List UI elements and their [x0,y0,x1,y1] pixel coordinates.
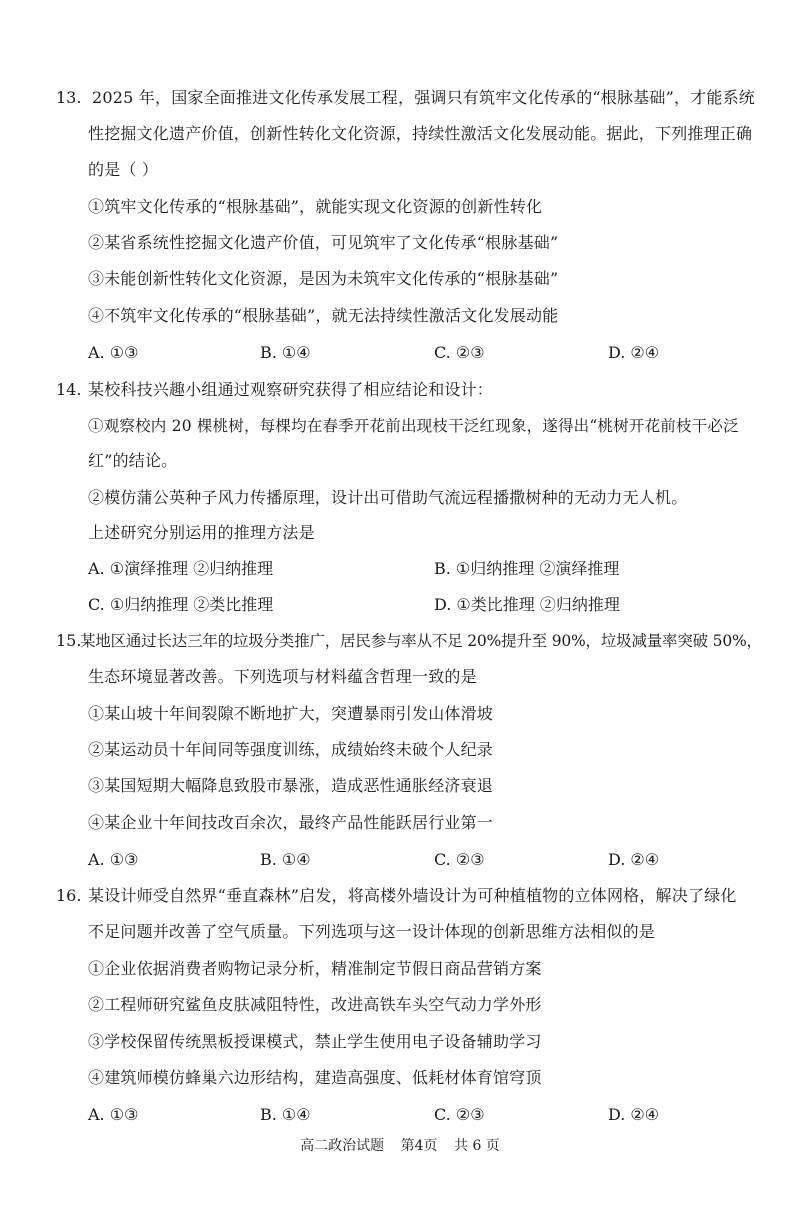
option-a[interactable]: A. ①③ [88,343,139,362]
question-stem-line: 2025 年，国家全面推进文化传承发展工程，强调只有筑牢文化传承的“根脉基础”，才能系统 [92,88,755,107]
question-item: ④不筑牢文化传承的“根脉基础”，就无法持续性激活文化发展动能 [88,306,559,325]
answer-options [88,342,748,364]
option-d[interactable]: D. ②④ [608,343,660,362]
answer-options [88,849,748,871]
answer-options [88,1104,748,1126]
option-a[interactable]: A. ①演绎推理 ②归纳推理 [88,559,274,578]
question-number: 13. [56,88,82,107]
option-a[interactable]: A. ①③ [88,1105,139,1124]
question-item: ③学校保留传统黑板授课模式，禁止学生使用电子设备辅助学习 [88,1032,542,1051]
question-stem-line: 生态环境显著改善。下列选项与材料蕴含哲理一致的是 [88,667,477,686]
footer-title: 高二政治试题 [300,1138,385,1154]
footer-page-number: 第4页 [400,1138,438,1154]
question-stem-line: 某设计师受自然界“垂直森林”启发，将高楼外墙设计为可种植植物的立体网格，解决了绿化 [88,886,737,905]
option-c[interactable]: C. ②③ [434,850,485,869]
question-stem-line: 不足问题并改善了空气质量。下列选项与这一设计体现的创新思维方法相似的是 [88,922,656,941]
option-d[interactable]: D. ①类比推理 ②归纳推理 [434,595,620,614]
question-stem-line: 某地区通过长达三年的垃圾分类推广，居民参与率从不足 20%提升至 90%，垃圾减量率突破 50%， [80,632,762,650]
question-stem-line: 性挖掘文化遗产价值，创新性转化文化资源，持续性激活文化发展动能。据此，下列推理正确 [88,124,753,143]
question-item: ②工程师研究鲨鱼皮肤减阻特性，改进高铁车头空气动力学外形 [88,995,542,1014]
option-b[interactable]: B. ①④ [260,343,311,362]
question-item: 上述研究分别运用的推理方法是 [88,523,315,542]
question-item: 红”的结论。 [88,451,178,470]
footer-total-pages: 共 6 页 [454,1138,500,1154]
answer-options [88,558,748,580]
option-d[interactable]: D. ②④ [608,1105,660,1124]
option-b[interactable]: B. ①④ [260,1105,311,1124]
question-item: ①筑牢文化传承的“根脉基础”，就能实现文化资源的创新性转化 [88,197,543,216]
question-number: 16. [56,886,82,905]
question-stem-line: 的是（ ） [88,160,159,179]
option-a[interactable]: A. ①③ [88,850,139,869]
question-item: ③未能创新性转化文化资源，是因为未筑牢文化传承的“根脉基础” [88,269,559,288]
question-item: ②某运动员十年间同等强度训练，成绩始终未破个人纪录 [88,740,494,759]
question-item: ③某国短期大幅降息致股市暴涨，造成恶性通胀经济衰退 [88,776,494,795]
answer-options [88,594,748,616]
option-b[interactable]: B. ①归纳推理 ②演绎推理 [434,559,620,578]
question-item: ④某企业十年间技改百余次，最终产品性能跃居行业第一 [88,813,494,832]
option-c[interactable]: C. ②③ [434,343,485,362]
question-item: ②模仿蒲公英种子风力传播原理，设计出可借助气流远程播撒树种的无动力无人机。 [88,488,688,507]
question-item: ①某山坡十年间裂隙不断地扩大，突遭暴雨引发山体滑坡 [88,704,494,723]
question-item: ②某省系统性挖掘文化遗产价值，可见筑牢了文化传承“根脉基础” [88,233,559,252]
page-footer [0,1136,800,1156]
question-number: 14. [56,380,82,399]
option-c[interactable]: C. ②③ [434,1105,485,1124]
question-item: ①观察校内 20 棵桃树，每棵均在春季开花前出现枝干泛红现象，遂得出“桃树开花前枝干必泛 [88,417,739,435]
question-stem-line: 某校科技兴趣小组通过观察研究获得了相应结论和设计： [88,380,494,399]
question-number: 15. [56,631,82,650]
question-item: ④建筑师模仿蜂巢六边形结构，建造高强度、低耗材体育馆穹顶 [88,1068,542,1087]
question-item: ①企业依据消费者购物记录分析，精准制定节假日商品营销方案 [88,959,542,978]
option-b[interactable]: B. ①④ [260,850,311,869]
option-d[interactable]: D. ②④ [608,850,660,869]
option-c[interactable]: C. ①归纳推理 ②类比推理 [88,595,274,614]
